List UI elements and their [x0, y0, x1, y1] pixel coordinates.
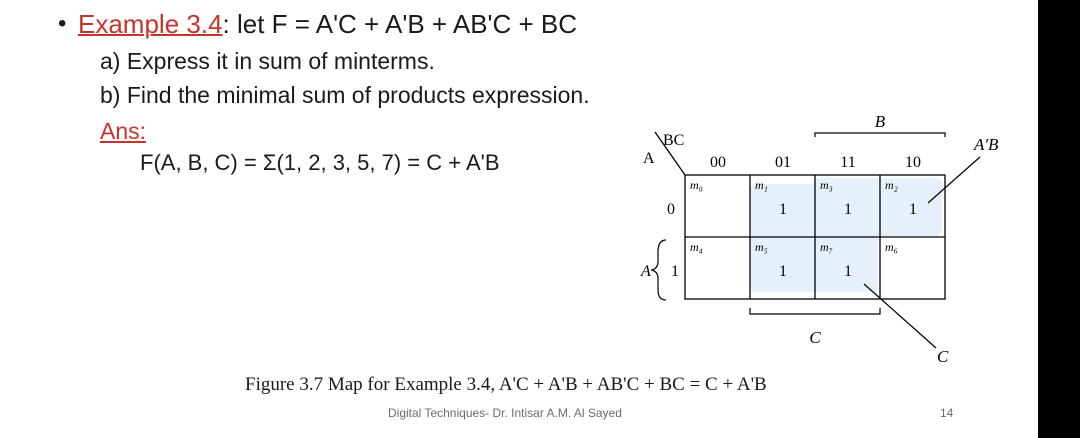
col-header-00: 00 [710, 154, 726, 171]
example-label: Example 3.4 [78, 9, 223, 39]
cell-m5: 1 [779, 263, 787, 280]
minterm-label-m6: m₆ [885, 240, 898, 254]
a-brace-label: A [641, 263, 651, 280]
function-expression: F(A, B, C) = Σ(1, 2, 3, 5, 7) = C + A'B [140, 150, 500, 175]
col-header-01: 01 [775, 154, 791, 171]
cell-m2: 1 [909, 201, 917, 218]
row-header-0: 0 [667, 201, 675, 218]
cell-m1: 1 [779, 201, 787, 218]
group-label-c: C [937, 347, 949, 366]
slide-footer: Digital Techniques- Dr. Intisar A.M. Al Sayed [388, 406, 622, 420]
row-header-1: 1 [671, 263, 679, 280]
minterm-label-m4: m₄ [690, 240, 703, 254]
a-brace [652, 240, 666, 300]
group-c-highlight [750, 184, 878, 292]
minterm-label-m3: m₃ [820, 178, 833, 192]
row-var-label: A [643, 150, 655, 167]
c-bracket-label: C [809, 328, 821, 347]
bullet-point: • [58, 10, 67, 37]
cell-m3: 1 [844, 201, 852, 218]
answer-label: Ans: [100, 118, 147, 144]
col-header-10: 10 [905, 154, 921, 171]
right-black-bar [1038, 0, 1080, 438]
col-header-11: 11 [840, 154, 856, 171]
pointer-c [864, 284, 936, 348]
minterm-label-m2: m₂ [885, 178, 898, 192]
page-number: 14 [940, 406, 954, 420]
minterm-label-m1: m₁ [755, 178, 768, 192]
group-label-a-prime-b: A'B [974, 135, 999, 154]
c-bracket [750, 308, 880, 314]
b-bracket [815, 133, 945, 137]
col-vars-label: BC [663, 132, 685, 149]
minterm-label-m7: m₇ [820, 240, 833, 254]
b-bracket-label: B [874, 112, 886, 131]
function-definition: : let F = A'C + A'B + AB'C + BC [222, 9, 578, 39]
cell-m7: 1 [844, 263, 852, 280]
minterm-label-m5: m₅ [755, 240, 768, 254]
minterm-label-m0: m₀ [690, 178, 703, 192]
task-b: b) Find the minimal sum of products expression. [100, 82, 590, 108]
figure-caption: Figure 3.7 Map for Example 3.4, A'C + A'B + AB'C + BC = C + A'B [245, 374, 767, 395]
task-a: a) Express it in sum of minterms. [100, 48, 435, 74]
